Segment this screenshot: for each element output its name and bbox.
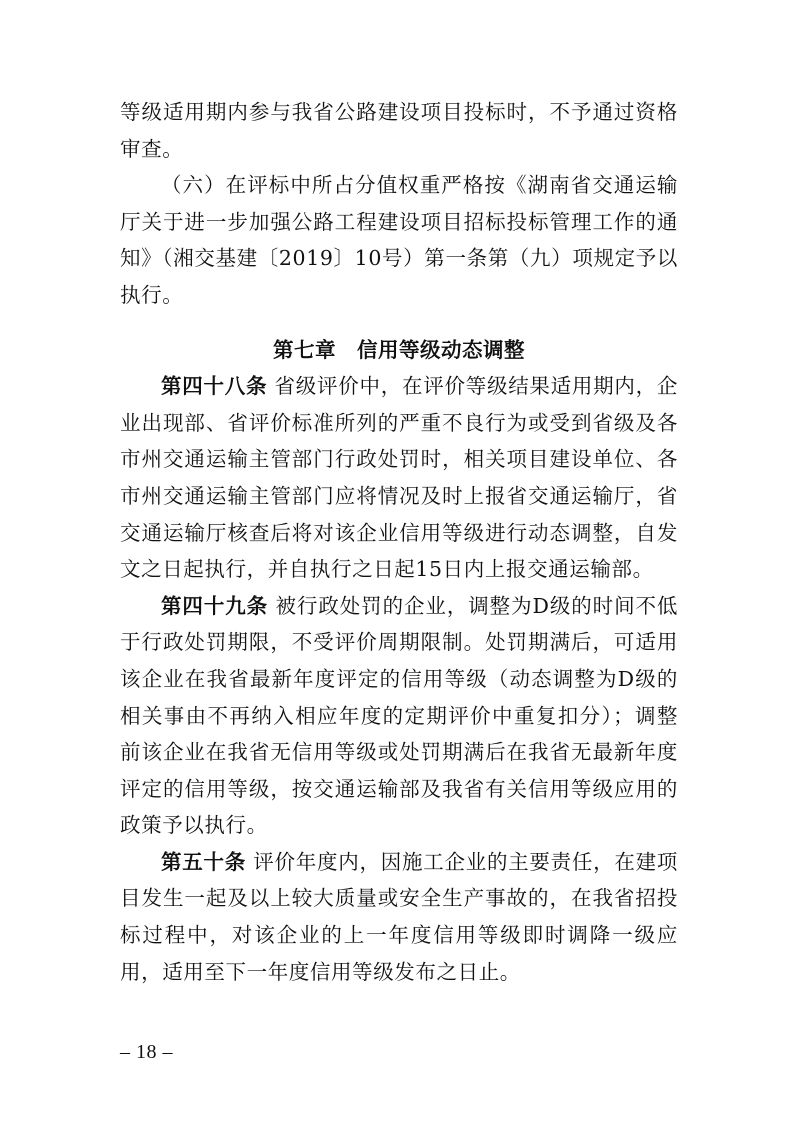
chapter-title: 第七章 信用等级动态调整 [273, 337, 525, 362]
item-six-paragraph: （六）在评标中所占分值权重严格按《湖南省交通运输厅关于进一步加强公路工程建设项目招标投标管理工作的通知》（湘交基建〔2019〕10号）第一条第（九）项规定予以执行。 [120, 173, 678, 307]
article-50-number: 第五十条 [161, 849, 246, 874]
page-number: – 18 – [120, 1041, 173, 1063]
article-49 [120, 588, 678, 844]
article-50 [120, 844, 678, 990]
continued-paragraph: 等级适用期内参与我省公路建设项目投标时，不予通过资格审查。 [120, 100, 678, 161]
article-49-text: 被行政处罚的企业，调整为D级的时间不低于行政处罚期限，不受评价周期限制。处罚期满后，可适用该企业在我省最新年度评定的信用等级（动态调整为D级的相关事由不再纳入相应年度的定期评价中重复扣分）；调整前该企业在我省无信用等级或处罚期满后在我省无最新年度评定的信用等级，按交通运输部及我省有关信用等级应用的政策予以执行。 [120, 593, 678, 838]
article-48 [120, 368, 678, 588]
article-50-text: 评价年度内，因施工企业的主要责任，在建项目发生一起及以上较大质量或安全生产事故的，在我省招投标过程中，对该企业的上一年度信用等级即时调降一级应用，适用至下一年度信用等级发布之日止。 [120, 849, 678, 984]
document-body [120, 94, 678, 990]
article-48-number: 第四十八条 [161, 374, 268, 399]
article-48-text: 省级评价中，在评价等级结果适用期内，企业出现部、省评价标准所列的严重不良行为或受到省级及各市州交通运输主管部门行政处罚时，相关项目建设单位、各市州交通运输主管部门应将情况及时上报省交通运输厅，省交通运输厅核查后将对该企业信用等级进行动态调整，自发文之日起执行，并自执行之日起15日内上报交通运输部。 [120, 374, 679, 582]
article-49-number: 第四十九条 [161, 593, 269, 618]
